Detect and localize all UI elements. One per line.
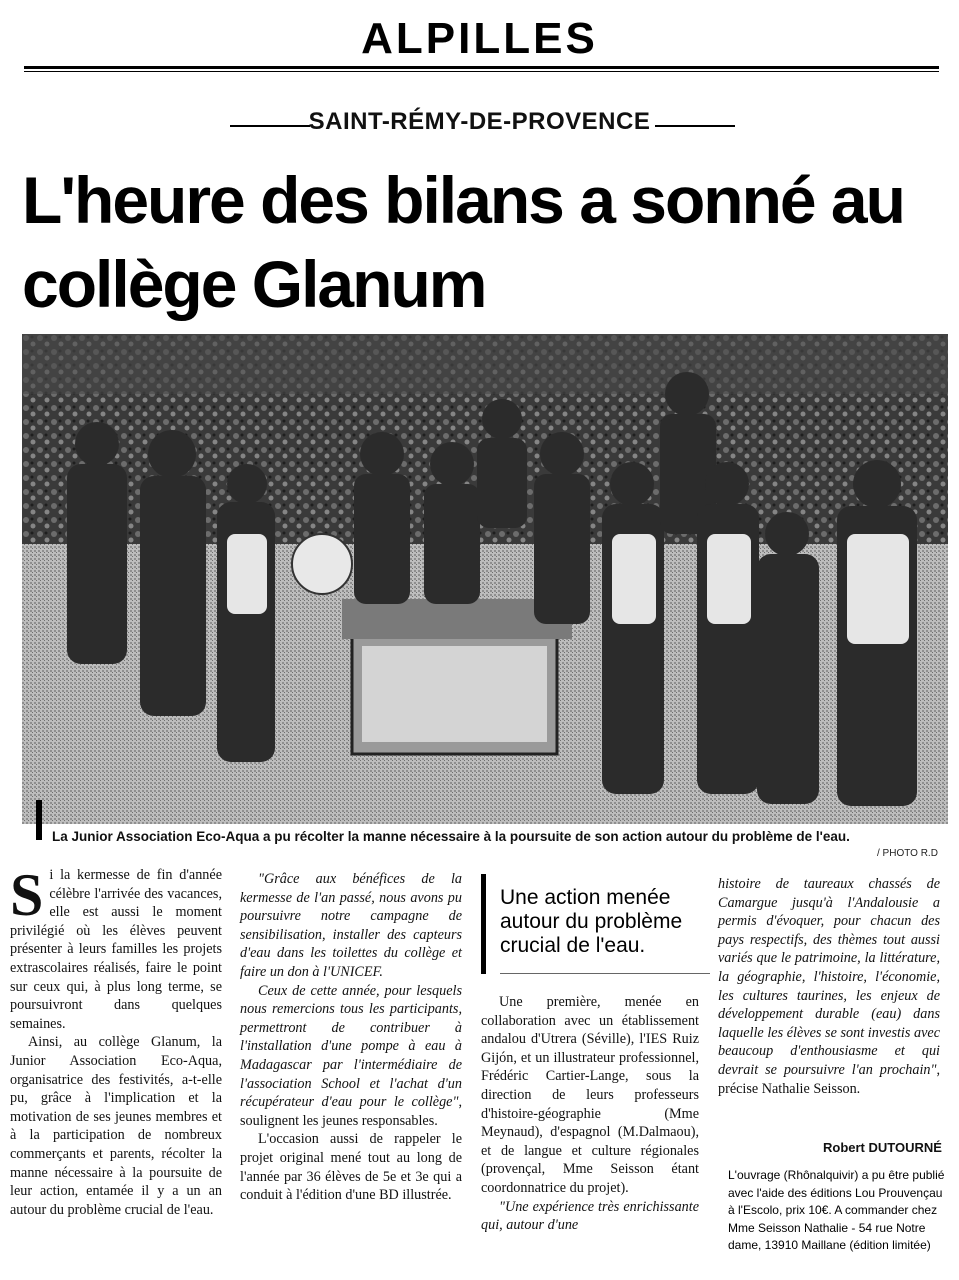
group-photo-image xyxy=(22,334,948,824)
top-rule-thin xyxy=(24,71,939,72)
caption-marker xyxy=(36,800,42,840)
drop-cap: S xyxy=(10,862,44,928)
section-title: ALPILLES xyxy=(361,14,598,63)
article-column-3 xyxy=(481,993,699,1235)
pull-quote-text: Une action menée autour du problème crucial de l'eau. xyxy=(500,886,683,957)
quote-experience-text: histoire de taureaux chassés de Camargue jusqu'à l'Andalousie a permis d'évoquer, pour chacun des pays respectifs, des thèmes tout aussi variés que le patrimoine, la littérature, la géographie, l'histoire, l'économie, les cultures taurines, les enjeux de développement durable (eau) dans laquelle les élèves se sont investis avec beaucoup d'enthousiasme et qui devrait se poursuivre l'an prochain" xyxy=(718,876,940,1078)
photo-credit: / PHOTO R.D xyxy=(877,848,938,859)
photo-caption: La Junior Association Eco-Aqua a pu récolter la manne nécessaire à la poursuite de son action autour du problème de l'eau. xyxy=(52,829,850,844)
paragraph-this-year xyxy=(240,982,462,1131)
town-label: SAINT-RÉMY-DE-PROVENCE xyxy=(308,108,651,135)
pull-quote-rule xyxy=(500,973,710,974)
group-photo xyxy=(22,334,948,824)
paragraph-collaboration: Une première, menée en collaboration avec un établissement andalou d'Utrera (Séville), l'IES Ruiz Gijón, et un illustrateur professionnel, Frédéric Cartier-Lange, sous la direction de leurs professeurs d'histoire-géographie (Mme Meynaud), d'espagnol (M.Dalmaou), et de langue et culture régionales (provençal, Mme Seisson étant coordonnatrice du projet). xyxy=(481,994,699,1196)
quote-attribution: , précise Nathalie Seisson. xyxy=(718,1061,940,1097)
quote-kermesse: "Grâce aux bénéfices de la kermesse de l'an passé, nous avons pu poursuivre notre campagne de sensibilisation, installer des capteurs d'eau dans les toilettes du collège et faire un don à l'UNICEF. xyxy=(240,871,462,980)
paragraph-intro-text: i la kermesse de fin d'année célèbre l'arrivée des vacances, elle est aussi le moment privilégié où les élèves peuvent présenter à leurs familles les projets extrascolaires réalisés, faire le point sur ceux qui, à plus long terme, se poursuivront dans quelques semaines. xyxy=(10,867,222,1032)
top-rule xyxy=(24,66,939,69)
author-byline: Robert DUTOURNÉ xyxy=(823,1140,942,1155)
paragraph-this-year-rest: , soulignent les jeunes responsables. xyxy=(240,1094,462,1129)
headline: L'heure des bilans a sonné au collège Glanum xyxy=(22,163,904,321)
paragraph-bd-project: L'occasion aussi de rappeler le projet original mené tout au long de l'année par 36 élèves de 5e et 3e qui a conduit à l'édition d'une BD illustrée. xyxy=(240,1131,462,1204)
quote-this-year: Ceux de cette année, pour lesquels nous remercions tous les participants, permettront de contribuer à l'installation d'une pompe à eau à Madagascar par l'intermédiaire de l'association School et l'achat d'un récupérateur d'eau pour le collège" xyxy=(240,982,462,1111)
pull-quote xyxy=(481,874,706,974)
paragraph-junior-association: Ainsi, au collège Glanum, la Junior Association Eco-Aqua, organisatrice des festivités, a-t-elle pu, grâce à l'implication et la motivation de ses jeunes membres et à la participation de nombreux commerçants et parents, récolter la manne nécessaire à la poursuite de leur action, entamée il y a un an autour du problème crucial de l'eau. xyxy=(10,1034,222,1218)
quote-experience-start: "Une expérience très enrichissante qui, autour d'une xyxy=(481,1198,699,1234)
article-column-4 xyxy=(718,875,940,1098)
quote-experience-end xyxy=(718,875,940,1098)
article-column-2 xyxy=(240,870,462,1205)
article-column-1 xyxy=(10,862,222,1219)
paragraph-intro xyxy=(10,862,222,1033)
town-rule-right xyxy=(655,125,735,127)
book-notice: L'ouvrage (Rhônalquivir) a pu être publié avec l'aide des éditions Lou Prouvençau à l'Escolo, prix 10€. A commander chez Mme Seisson Nathalie - 54 rue Notre dame, 13910 Maillane (édition limitée) xyxy=(728,1168,945,1252)
